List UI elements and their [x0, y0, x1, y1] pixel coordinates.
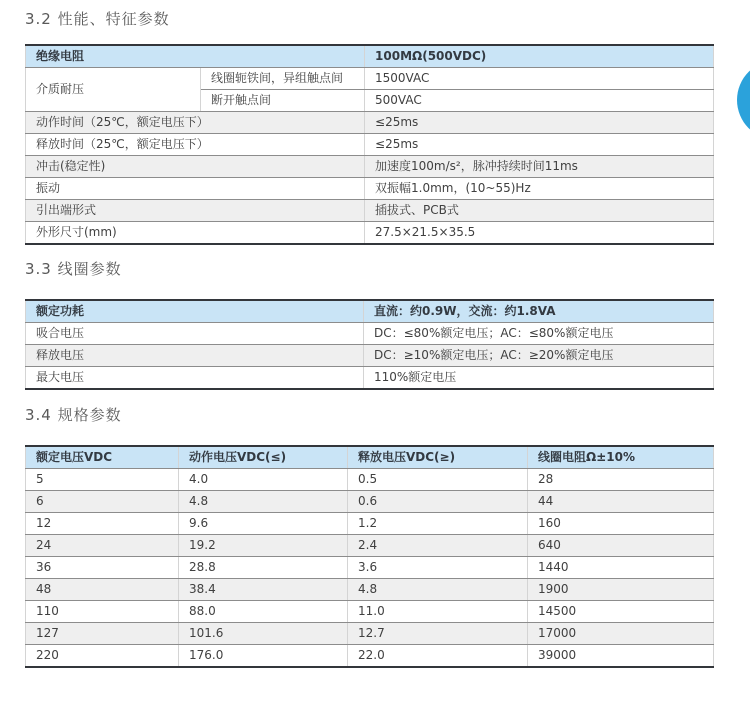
param-value-cell: DC：≤80%额定电压；AC：≤80%额定电压: [364, 323, 714, 345]
table-row: [26, 200, 714, 222]
spec-cell: 14500: [528, 601, 714, 623]
spec-parameters-table: [25, 445, 714, 668]
param-value-cell: ≤25ms: [365, 134, 714, 156]
table-row: [26, 134, 714, 156]
table-row: [26, 178, 714, 200]
spec-cell: 1440: [528, 557, 714, 579]
param-label-cell: 吸合电压: [26, 323, 364, 345]
spec-cell: 1.2: [348, 513, 528, 535]
table-row: [26, 300, 714, 323]
spec-cell: 22.0: [348, 645, 528, 668]
spec-cell: 4.0: [179, 469, 348, 491]
table-row: [26, 623, 714, 645]
table-row: [26, 491, 714, 513]
spec-cell: 24: [26, 535, 179, 557]
spec-cell: 101.6: [179, 623, 348, 645]
spec-cell: 640: [528, 535, 714, 557]
table-row: [26, 345, 714, 367]
spec-cell: 48: [26, 579, 179, 601]
section-title-performance: 3.2 性能、特征参数: [25, 10, 170, 28]
spec-cell: 6: [26, 491, 179, 513]
table-row: [26, 68, 714, 90]
table-row: [26, 535, 714, 557]
column-header-coil-resistance: 线圈电阻Ω±10%: [528, 446, 714, 469]
spec-cell: 5: [26, 469, 179, 491]
spec-cell: 39000: [528, 645, 714, 668]
table-row: [26, 579, 714, 601]
spec-cell: 9.6: [179, 513, 348, 535]
param-value-cell: 加速度100m/s²，脉冲持续时间11ms: [365, 156, 714, 178]
dielectric-condition-cell: 断开触点间: [201, 90, 365, 112]
spec-cell: 38.4: [179, 579, 348, 601]
param-label-cell: 最大电压: [26, 367, 364, 390]
spec-cell: 12.7: [348, 623, 528, 645]
param-label-cell: 振动: [26, 178, 365, 200]
param-value-cell: 110%额定电压: [364, 367, 714, 390]
dielectric-strength-label: 介质耐压: [26, 68, 201, 112]
table-row: [26, 156, 714, 178]
insulation-resistance-value: 100MΩ(500VDC): [365, 45, 714, 68]
spec-cell: 4.8: [179, 491, 348, 513]
column-header-release-voltage: 释放电压VDC(≥): [348, 446, 528, 469]
coil-parameters-table: [25, 299, 714, 390]
section-title-coil: 3.3 线圈参数: [25, 260, 122, 278]
table-row: [26, 45, 714, 68]
rated-power-value: 直流：约0.9W，交流：约1.8VA: [364, 300, 714, 323]
param-value-cell: 双振幅1.0mm，(10~55)Hz: [365, 178, 714, 200]
param-value-cell: 插拔式、PCB式: [365, 200, 714, 222]
table-row: [26, 367, 714, 390]
param-value-cell: ≤25ms: [365, 112, 714, 134]
dielectric-value-cell: 500VAC: [365, 90, 714, 112]
spec-cell: 19.2: [179, 535, 348, 557]
dielectric-value-cell: 1500VAC: [365, 68, 714, 90]
table-row: [26, 513, 714, 535]
table-row: [26, 601, 714, 623]
table-row: [26, 222, 714, 245]
spec-cell: 220: [26, 645, 179, 668]
param-value-cell: 27.5×21.5×35.5: [365, 222, 714, 245]
spec-cell: 4.8: [348, 579, 528, 601]
param-label-cell: 动作时间（25℃，额定电压下）: [26, 112, 365, 134]
insulation-resistance-label: 绝缘电阻: [26, 45, 365, 68]
table-row: [26, 645, 714, 668]
spec-cell: 1900: [528, 579, 714, 601]
spec-cell: 176.0: [179, 645, 348, 668]
spec-cell: 12: [26, 513, 179, 535]
table-row: [26, 112, 714, 134]
spec-cell: 44: [528, 491, 714, 513]
param-label-cell: 引出端形式: [26, 200, 365, 222]
spec-cell: 88.0: [179, 601, 348, 623]
table-row: [26, 323, 714, 345]
table-row: [26, 557, 714, 579]
spec-cell: 0.5: [348, 469, 528, 491]
table-row: [26, 469, 714, 491]
spec-cell: 11.0: [348, 601, 528, 623]
param-label-cell: 冲击(稳定性): [26, 156, 365, 178]
side-floating-button[interactable]: [737, 60, 750, 140]
param-label-cell: 释放电压: [26, 345, 364, 367]
column-header-rated-voltage: 额定电压VDC: [26, 446, 179, 469]
section-title-spec: 3.4 规格参数: [25, 406, 122, 424]
spec-cell: 0.6: [348, 491, 528, 513]
spec-cell: 28: [528, 469, 714, 491]
dielectric-condition-cell: 线圈轭铁间，异组触点间: [201, 68, 365, 90]
table-header-row: [26, 446, 714, 469]
spec-cell: 110: [26, 601, 179, 623]
spec-cell: 28.8: [179, 557, 348, 579]
param-value-cell: DC：≥10%额定电压；AC：≥20%额定电压: [364, 345, 714, 367]
spec-cell: 2.4: [348, 535, 528, 557]
column-header-operate-voltage: 动作电压VDC(≤): [179, 446, 348, 469]
spec-cell: 160: [528, 513, 714, 535]
spec-cell: 3.6: [348, 557, 528, 579]
performance-parameters-table: [25, 44, 714, 245]
spec-cell: 17000: [528, 623, 714, 645]
spec-cell: 36: [26, 557, 179, 579]
param-label-cell: 释放时间（25℃，额定电压下）: [26, 134, 365, 156]
rated-power-label: 额定功耗: [26, 300, 364, 323]
param-label-cell: 外形尺寸(mm): [26, 222, 365, 245]
spec-cell: 127: [26, 623, 179, 645]
